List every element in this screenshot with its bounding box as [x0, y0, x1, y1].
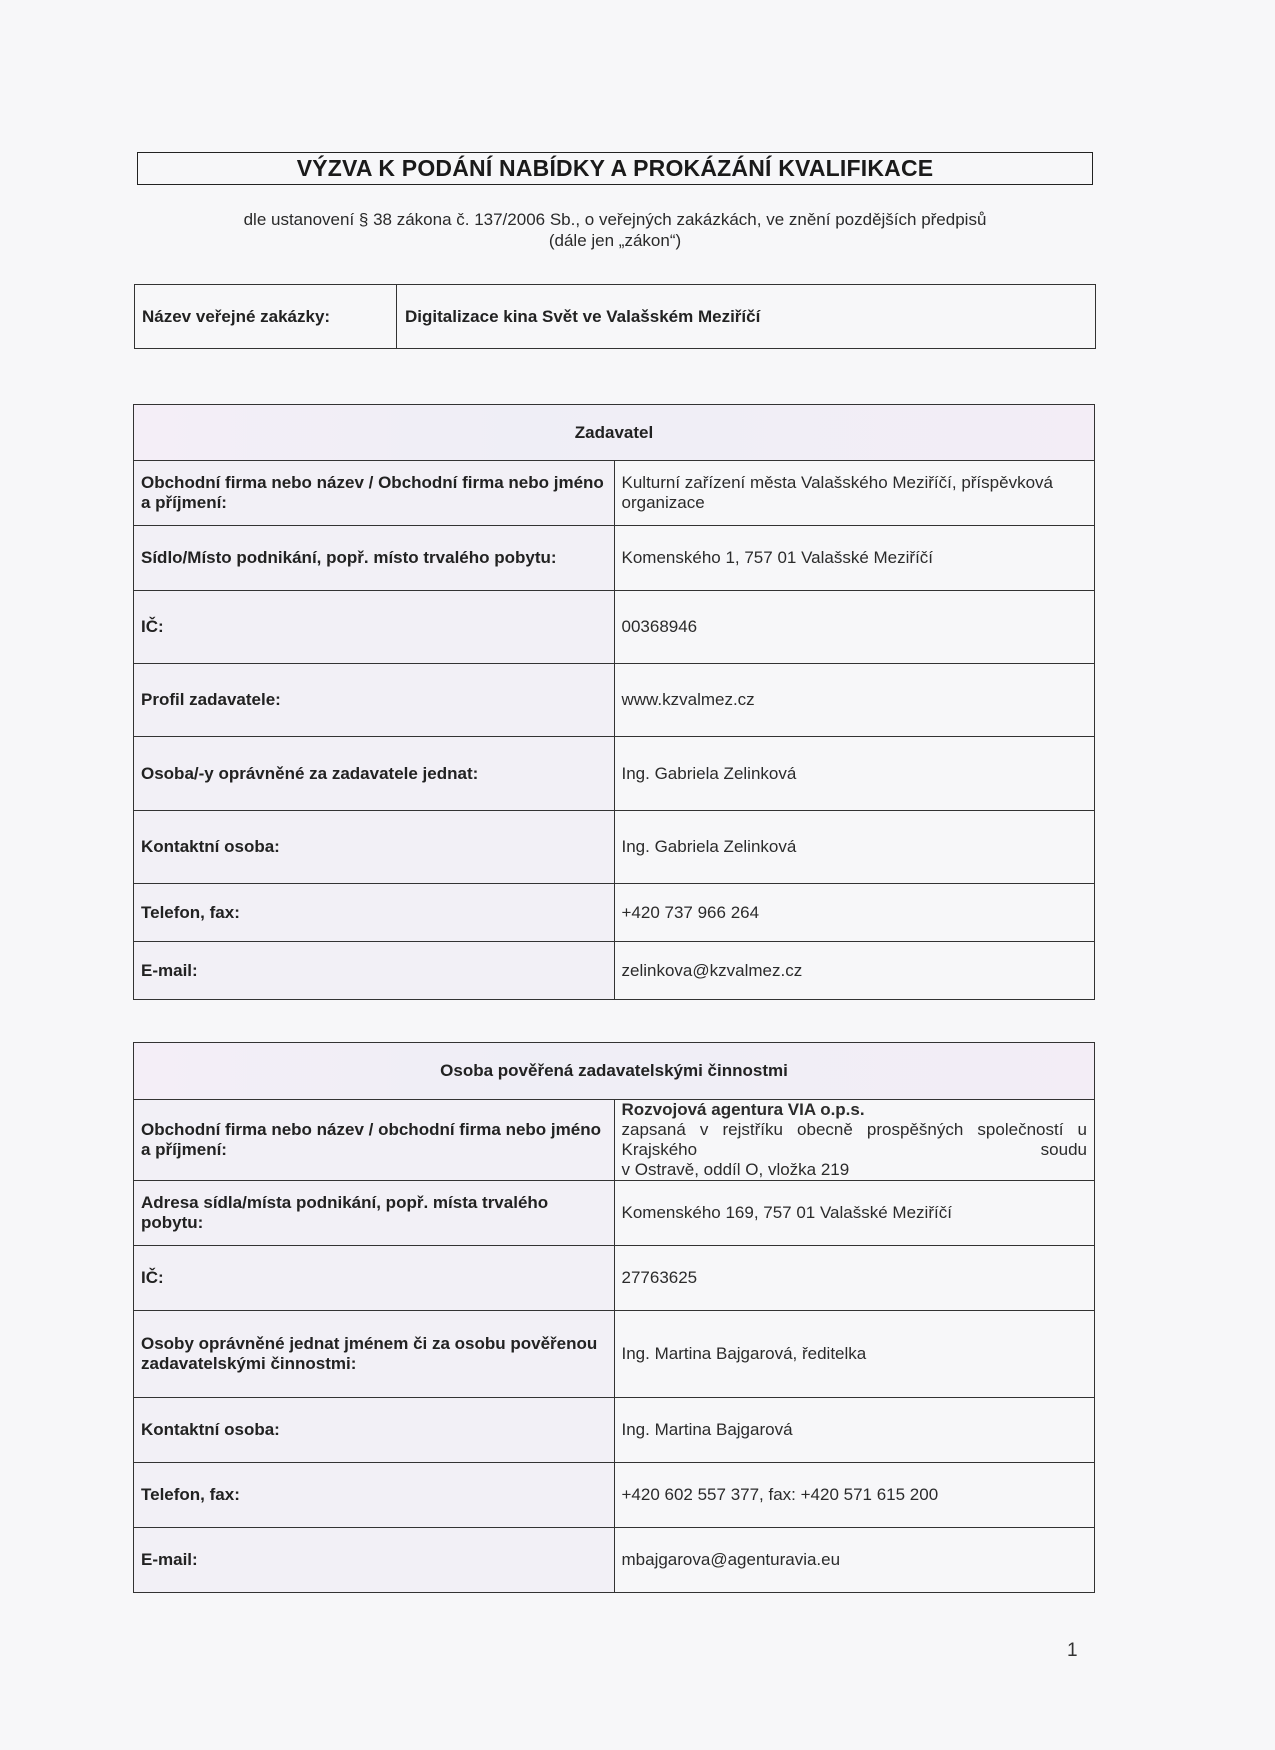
row-value: Kulturní zařízení města Valašského Meziříčí, příspěvková organizace [614, 461, 1095, 526]
row-label: Obchodní firma nebo název / obchodní firma nebo jméno a příjmení: [134, 1100, 615, 1181]
row-value: Ing. Gabriela Zelinková [614, 737, 1095, 811]
row-label: Adresa sídla/místa podnikání, popř. místa trvalého pobytu: [134, 1181, 615, 1246]
poverena-heading-row [134, 1043, 1095, 1100]
row-label: Kontaktní osoba: [134, 1398, 615, 1463]
table-row [134, 1246, 1095, 1311]
table-row [134, 884, 1095, 942]
row-value: www.kzvalmez.cz [614, 664, 1095, 737]
row-value: Ing. Martina Bajgarová [614, 1398, 1095, 1463]
zadavatel-table [133, 404, 1095, 1000]
table-row [134, 526, 1095, 591]
row-value: +420 737 966 264 [614, 884, 1095, 942]
legal-basis-line-2: (dále jen „zákon“) [548, 231, 682, 250]
firm-register-line-1: zapsaná v rejstříku obecně prospěšných společností u Krajského soudu [621, 1120, 1087, 1159]
row-value: +420 602 557 377, fax: +420 571 615 200 [614, 1463, 1095, 1528]
poverena-heading: Osoba pověřená zadavatelskými činnostmi [134, 1043, 1095, 1100]
table-row [134, 1100, 1095, 1181]
table-row [134, 1181, 1095, 1246]
row-label: E-mail: [134, 1528, 615, 1593]
table-row [134, 811, 1095, 884]
legal-basis [137, 209, 1093, 251]
firm-register-line-2: v Ostravě, oddíl O, vložka 219 [621, 1160, 850, 1179]
row-label: E-mail: [134, 942, 615, 1000]
firm-name: Rozvojová agentura VIA o.p.s. [621, 1100, 865, 1119]
table-row [134, 1311, 1095, 1398]
contract-name-label: Název veřejné zakázky: [135, 285, 397, 348]
row-label: IČ: [134, 1246, 615, 1311]
contract-name-value: Digitalizace kina Svět ve Valašském Meziříčí [405, 306, 761, 326]
zadavatel-heading: Zadavatel [134, 405, 1095, 461]
table-row [134, 942, 1095, 1000]
page-number: 1 [1067, 1640, 1078, 1661]
row-value: Komenského 169, 757 01 Valašské Meziříčí [614, 1181, 1095, 1246]
contract-name-table [134, 284, 1096, 349]
table-row [134, 664, 1095, 737]
table-row [134, 591, 1095, 664]
row-value: mbajgarova@agenturavia.eu [614, 1528, 1095, 1593]
legal-basis-line-1: dle ustanovení § 38 zákona č. 137/2006 Sb., o veřejných zakázkách, ve znění pozdějších předpisů [243, 210, 987, 229]
row-label: Telefon, fax: [134, 1463, 615, 1528]
row-label: Telefon, fax: [134, 884, 615, 942]
document-title: VÝZVA K PODÁNÍ NABÍDKY A PROKÁZÁNÍ KVALIFIKACE [137, 152, 1093, 185]
row-value: Komenského 1, 757 01 Valašské Meziříčí [614, 526, 1095, 591]
row-value: Ing. Gabriela Zelinková [614, 811, 1095, 884]
row-label: Osoba/-y oprávněné za zadavatele jednat: [134, 737, 615, 811]
row-value: zelinkova@kzvalmez.cz [614, 942, 1095, 1000]
row-label: Profil zadavatele: [134, 664, 615, 737]
row-label: Osoby oprávněné jednat jménem či za osobu pověřenou zadavatelskými činnostmi: [134, 1311, 615, 1398]
table-row [134, 461, 1095, 526]
row-label: Obchodní firma nebo název / Obchodní firma nebo jméno a příjmení: [134, 461, 615, 526]
row-label: IČ: [134, 591, 615, 664]
poverena-table [133, 1042, 1095, 1593]
row-value: Ing. Martina Bajgarová, ředitelka [614, 1311, 1095, 1398]
row-label: Kontaktní osoba: [134, 811, 615, 884]
table-row [134, 737, 1095, 811]
table-row [134, 1398, 1095, 1463]
table-row [134, 1528, 1095, 1593]
row-label: Sídlo/Místo podnikání, popř. místo trvalého pobytu: [134, 526, 615, 591]
row-value: 27763625 [614, 1246, 1095, 1311]
row-value: 00368946 [614, 591, 1095, 664]
zadavatel-heading-row [134, 405, 1095, 461]
firm-value [614, 1100, 1095, 1181]
table-row [134, 1463, 1095, 1528]
